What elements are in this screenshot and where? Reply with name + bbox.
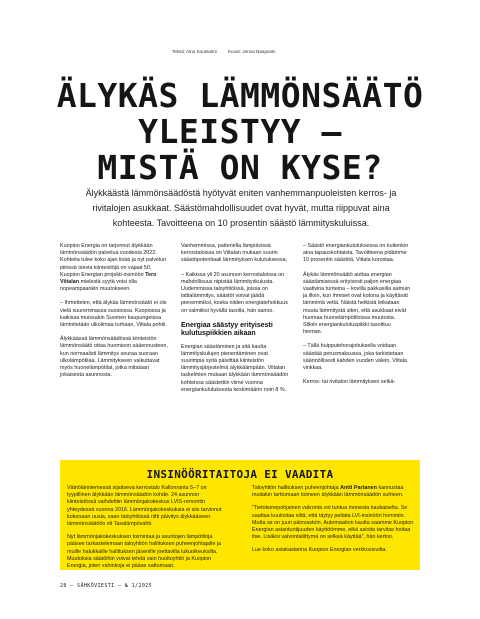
paragraph <box>60 243 168 293</box>
paragraph: – Kaikissa yli 20 asunnon kerrostaloissa on mahdollisuus nipistää lämmityskulusta. Uudemmissa taloyhtiöissä, joissa on lattialämmitys, säästöt voivat jäädä pienemmiksi, koska niiden energiatehokkuus on valmiiksi hyvällä tasolla, hän sanoo. <box>181 271 288 314</box>
paragraph-text: Taloyhtiön hallituksen puheenjohtaja <box>252 485 341 491</box>
sidebar-box <box>60 460 420 570</box>
subheading: Energiaa säästyy erityisesti kulutuspiikkien aikaan <box>181 321 273 338</box>
person-name: Tero Viitalan <box>60 271 157 286</box>
paragraph: Väinölänniemessä sijaitseva kerrostalo Kallonranta 5–7 on tyypillinen älykkään lämmönsäädön kohde. 24 asunnon kiinteistössä vaihdettiin lämmönjakokeskus LVIS-remontin yhteydessä vuonna 2016. Lämmönjakokeskuksia ei siis tarvinnut kokonaan uusia, vaan taloyhtiössä riitti päivitys älykkääseen lämmönsäätöön eli Tasalämpövahti. <box>67 485 222 528</box>
sidebar-box-column-left <box>67 485 229 576</box>
paragraph: Älykäs lämmönsäätö auttaa energian säästämisessä erityisesti paljon energiaa vaativina tunteina – kovilla pakkasilla aamuin ja illoin, kun ihmiset ovat kotona ja käyttävät lämmintä vettä. Näistä hetkistä leikataan muuta lämmitystä siten, että asukkaat eivät huomaa huonelämpötiloissa muutosta. Silloin energiankulutuspiikki tasoittuu hieman. <box>303 271 411 336</box>
paragraph-text: kannustaa muitakin tarttumaan toimeen älykkään lämmönsäädön suhteen. <box>252 485 404 499</box>
paragraph: ”Tietokonepohjainen valvonta voi tuntua monesta kaukaiselta. Se saattaa kuulostaa siltä, että täytyy peitata LVI-insinööri hommiin. Mutta se on juuri päinvastoin. Automaation kautta saamme Kuopion Energian asiantuntijuuden käyttöömme, eikä asioita tarvitse hoitaa itse. Lisäksi valvontaliittymä on selkeä käyttää”, hän kertoo. <box>252 505 414 541</box>
paragraph: – Säästö energiankulutuksessa on kuitenkin aina tapauskohtaista. Tavoitteena pidämme 10 prosentin säästöä, Viitala korostaa. <box>303 243 409 264</box>
article-column-2 <box>181 243 289 401</box>
paragraph: – Tällä huipputehorajoituksella voidaan säästää perusmaksussa, joka tarkistetaan säännöllisesti kahden vuoden välein, Viitala vinkkaa. <box>303 343 407 372</box>
byline <box>172 49 285 54</box>
paragraph: Vanhemmissa, patteriella lämpiävissä kerrostaloissa on Viitalan mukaan suurin säästöpotentiaali lämmityksen kulutuksessa. <box>181 243 288 264</box>
article-column-1 <box>60 243 168 386</box>
sidebar-box-title: INSINÖÖRITAITOJA EI VAADITA <box>146 468 334 481</box>
sidebar-box-column-right <box>252 485 414 561</box>
page-footer: 28 — SÄHKÖVIESTI — № 1/2025 <box>60 583 153 589</box>
person-name: Antti Partanen <box>340 485 377 491</box>
paragraph: Lue koko asiakastarina Kuopion Energian verkkosivuilta. <box>252 547 387 554</box>
paragraph: – Ihmettelen, että älykäs lämmönsäätö ei ole vielä suuremmassa suosiossa. Kuopiossa ja kaikissa muissakin Suomen kaupungeissa lämmitetään ulkoilmaa turhaan, Viitala pohtii. <box>60 300 167 329</box>
headline-line-1: ÄLYKÄS LÄMMÖNSÄÄTÖ <box>56 76 424 115</box>
author-credit: Teksti: Aino Soutsalmi <box>172 49 217 54</box>
photo-credit: Kuvat: Jenna Naapanki <box>227 49 276 54</box>
paragraph: Energian säästäminen ja sitä kautta lämmityskulujen pienentäminen ovat suurimpia syitä päivittää kiinteistön lämmitysjärjestelmä älykkäämpään. Viitalan laskelmien mukaan älykkään lämmönsäädön kohteissa säästettiin viime vuonna energiankulutuksesta keskimäärin noin 8 %. <box>181 343 289 393</box>
paragraph: Älykkäässä lämmönsäädössä kiinteistön lämmönsäätö ottaa huomioon sääennusteen, kun normaalisti lämmitys seuraa suoraan ulkolämpötilaa. Lämmitykseen vaikuttavat myös huonelämpötilat, jotka mitataan jokaisesta asunnosta. <box>60 336 168 379</box>
paragraph <box>252 485 414 499</box>
paragraph-text: Kuopion Energia on tarjonnut älykkään lämmönsäädön palvelua vuodesta 2022. Kohteita tulee koko ajan lisää ja nyt palvelun piirissä olevia kiinteistöjä on vajaat 50. Kuopion Energian projekti-insinööri <box>60 243 167 278</box>
headline <box>0 78 480 186</box>
paragraph: Nyt lämmönjakokeskuksen toimintaa ja asuntojen lämpötiloja pääsee tarkastelemaan taloyhtiön hallituksen puheenjohtajalle ja muille halukkaille hallituksen jäsenille joettavilla lukuoikeuksilla. Muutoksia säätöihin voivat tehdä vain huoltoyhtiö ja Kuopion Energia, joten vahinkoja ei pääse sattumaan. <box>67 534 222 570</box>
headline-line-2: YLEISTYY – <box>138 112 342 151</box>
paragraph: Kerros- tai rivitalon lämmityksen selkä- <box>303 379 396 386</box>
lead-paragraph: Älykkäästä lämmönsäädöstä hyötyvät eniten vanhemmanpuoleisten kerros- ja rivitalojen asukkaat. Säästömahdollisuudet ovat hyvät, mutta riippuvat aina kohteesta. Tavoitteena on 10 prosentin säästö lämmityskuluissa. <box>85 188 397 228</box>
paragraph-text: mielestä syytä voisi olla nopeampaankin muutokseen. <box>60 279 137 293</box>
article-column-3 <box>303 243 411 393</box>
headline-line-3: MISTÄ ON KYSE? <box>97 148 383 187</box>
